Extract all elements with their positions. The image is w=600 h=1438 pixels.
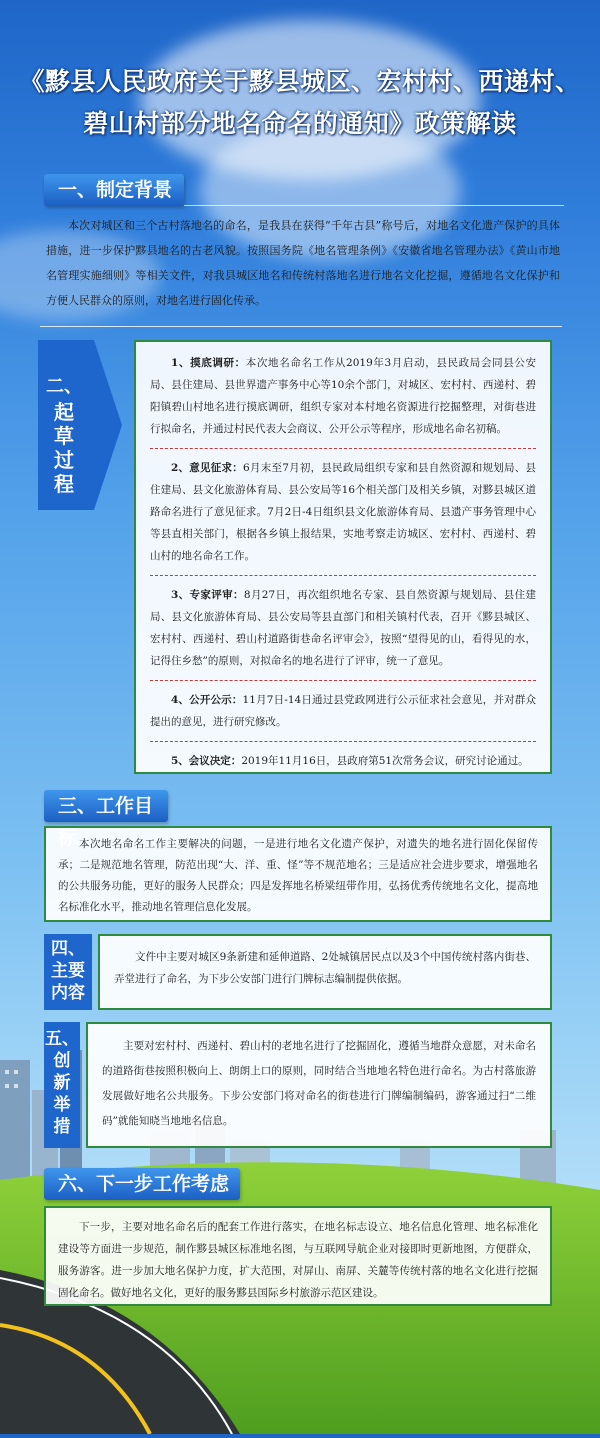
list-item: 1、摸底调研：本次地名命名工作从2019年3月启动，县民政局会同县公安局、县住建局、县世界遗产事务中心等10余个部门，对城区、宏村村、西递村、碧阳镇碧山村地名进行摸底调研，组织专家对本村地名资源进行挖掘整理，对街巷进行拟命名，并通过村民代表大会商议、公开公示等程序，形成地名命名初稿。 xyxy=(150,357,536,435)
section2-tag-number: 二、 xyxy=(46,376,82,397)
section3-heading: 三、工作目 xyxy=(44,790,168,822)
divider xyxy=(150,680,536,681)
list-item: 5、会议决定：2019年11月16日，县政府第51次常务会议，研究讨论通过。 xyxy=(171,755,529,767)
section1-text: 本次对城区和三个古村落地名的命名，是我县在获得“千年古县”称号后，对地名文化遗产保护的具体措施，进一步保护黟县地名的古老风貌。按照国务院《地名管理条例》《安徽省地名管理办法》《黄山市地名管理实施细则》等相关文件，对我县城区地名和传统村落地名进行地名文化挖掘，遵循地名文化保护和方便人民群众的原则，对地名进行固化传承。 xyxy=(46,219,560,307)
section2-tag-title: 起 草 过 程 xyxy=(54,400,74,496)
section4-tag: 四、 主要 内容 xyxy=(44,934,92,1010)
section3-content-box xyxy=(44,826,552,922)
section3-text: 本次地名命名工作主要解决的问题，一是进行地名文化遗产保护，对遗失的地名进行固化保留传承；二是规范地名管理，防范出现“大、洋、重、怪”等不规范地名；三是适应社会进步要求，增强地名的公共服务功能，更好的服务人民群众；四是发挥地名桥梁纽带作用，弘扬优秀传统地名文化，提高地名标准化水平，推动地名管理信息化发展。 xyxy=(58,838,538,913)
list-item: 2、意见征求：6月末至7月初，县民政局组织专家和县自然资源和规划局、县住建局、县文化旅游体育局、县公安局等16个相关部门及相关乡镇，对黟县城区道路命名进行了意见征求。7月2日-4日组织县文化旅游体育局、县遗产事务管理中心等县直相关部门，根据各乡镇上报结果，实地考察走访城区、宏村村、西递村、碧山村的地名命名工作。 xyxy=(150,462,536,562)
section5-content-box xyxy=(86,1022,552,1148)
divider xyxy=(150,575,536,576)
page-title-line1: 《黟县人民政府关于黟县城区、宏村村、西递村、 xyxy=(19,67,581,96)
section5-text: 主要对宏村村、西递村、碧山村的老地名进行了挖掘固化，遵循当地群众意愿，对未命名的道路街巷按照积极向上、朗朗上口的原则，同时结合当地地名特色进行命名。为古村落旅游发展做好地名公共服务。下步公安部门将对命名的街巷进行门牌编制编码，游客通过扫“二维码”就能知晓当地地名信息。 xyxy=(102,1040,536,1127)
list-item: 4、公开公示：11月7日-14日通过县党政网进行公示征求社会意见，并对群众提出的意见，进行研究修改。 xyxy=(150,694,536,728)
section2-content-box xyxy=(134,340,552,774)
section6-heading: 六、下一步工作考虑 xyxy=(44,1168,240,1200)
section5-tag: 五、 创 新 举 措 xyxy=(44,1022,80,1148)
section4-text: 文件中主要对城区9条新建和延伸道路、2处城镇居民点以及3个中国传统村落内街巷、弄堂进行了命名，为下步公安部门进行门牌标志编制提供依据。 xyxy=(114,951,536,985)
page-title-line2: 碧山村部分地名命名的通知》政策解读 xyxy=(83,109,517,138)
section1-heading: 一、制定背景 xyxy=(44,174,184,206)
section6-content-box xyxy=(44,1206,552,1306)
section4-content-box xyxy=(98,934,552,1010)
section1-bottom-line xyxy=(40,326,562,327)
list-item: 3、专家评审：8月27日，再次组织地名专家、县自然资源与规划局、县住建局、县文化旅游体育局、县公安局等县直部门和相关镇村代表，召开《黟县城区、宏村村、西递村、碧山村道路街巷命名评审会》，按照“望得见的山，看得见的水，记得住乡愁”的原则，对拟命名的地名进行了评审，统一了意见。 xyxy=(150,589,536,667)
divider xyxy=(150,448,536,449)
section1-bar-line xyxy=(184,205,564,206)
section6-text: 下一步，主要对地名命名后的配套工作进行落实，在地名标志设立、地名信息化管理、地名标准化建设等方面进一步规范，制作黟县城区标准地名图，与互联网导航企业对接即时更新地图，方便群众，服务游客。进一步加大地名保护力度，扩大范围，对屏山、南屏、关麓等传统村落的地名文化进行挖掘固化命名。做好地名文化，更好的服务黟县国际乡村旅游示范区建设。 xyxy=(58,1221,538,1299)
divider xyxy=(150,741,536,742)
